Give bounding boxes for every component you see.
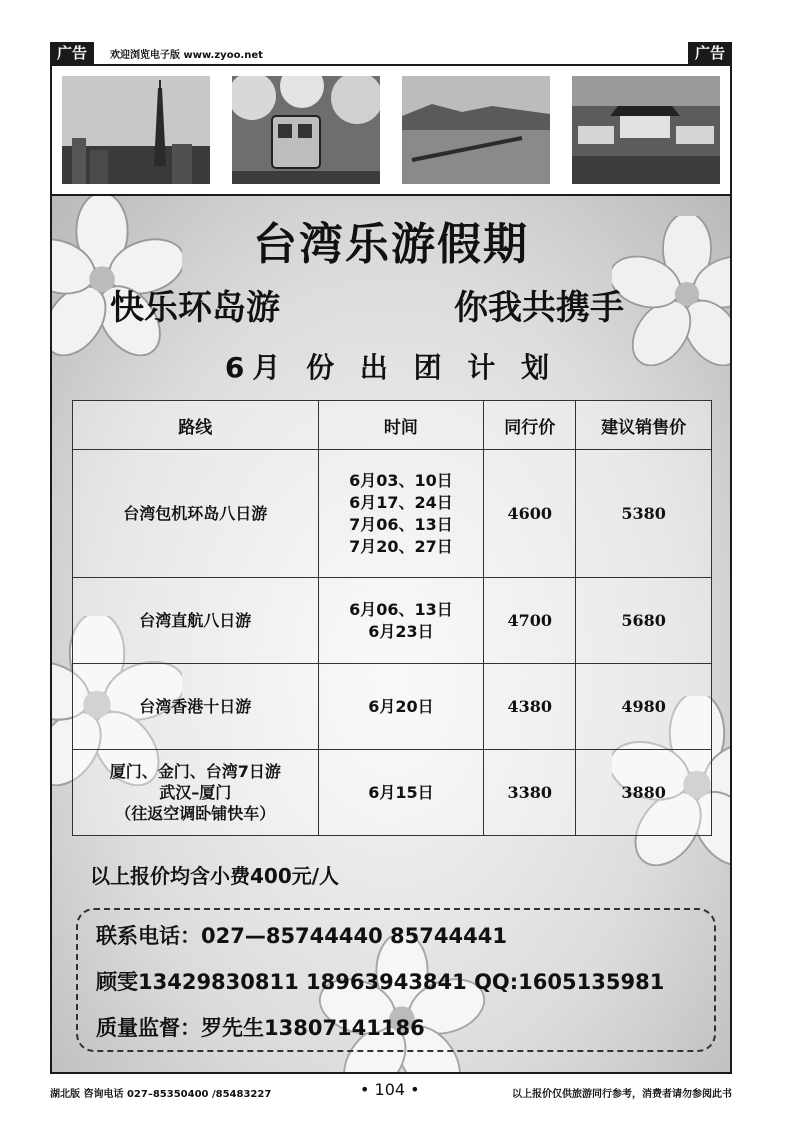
ad-tag-right: 广告 xyxy=(688,42,732,64)
slogan-right: 你我共携手 xyxy=(454,288,624,328)
ad-title: 台湾乐游假期 xyxy=(253,219,529,270)
header-peer-price: 同行价 xyxy=(484,401,576,450)
route-cell: 厦门、金门、台湾7日游 武汉–厦门 （往返空调卧铺快车） xyxy=(73,750,319,836)
plan-title: 6月 份 出 团 计 划 xyxy=(224,351,558,384)
header-time: 时间 xyxy=(318,401,484,450)
page-number: • 104 • xyxy=(360,1080,420,1099)
header-retail-price: 建议销售价 xyxy=(576,401,712,450)
table-header-row xyxy=(73,401,712,450)
table-row xyxy=(73,750,712,836)
dates-cell: 6月06、13日 6月23日 xyxy=(318,578,484,664)
header-route: 路线 xyxy=(73,401,319,450)
slogan-left: 快乐环岛游 xyxy=(110,288,280,328)
retail-price-cell: 5680 xyxy=(576,578,712,664)
footer-disclaimer: 以上报价仅供旅游同行参考，消费者请勿参阅此书 xyxy=(512,1089,732,1100)
route-cell: 台湾香港十日游 xyxy=(73,664,319,750)
route-cell: 台湾直航八日游 xyxy=(73,578,319,664)
sun-moon-lake-photo xyxy=(402,76,550,184)
ad-tag-left: 广告 xyxy=(50,42,94,64)
retail-price-cell: 3880 xyxy=(576,750,712,836)
schedule-table xyxy=(72,400,712,836)
peer-price-cell: 4600 xyxy=(484,450,576,578)
table-row xyxy=(73,450,712,578)
ad-frame xyxy=(50,64,732,1074)
contact-advisor: 顾雯13429830811 18963943841 QQ:1605135981 xyxy=(96,970,665,994)
contact-supervisor: 质量监督：罗先生13807141186 xyxy=(96,1016,425,1040)
price-note: 以上报价均含小费400元/人 xyxy=(90,864,340,888)
table-row xyxy=(73,664,712,750)
contact-phone: 联系电话：027—85744440 85744441 xyxy=(96,924,507,948)
retail-price-cell: 4980 xyxy=(576,664,712,750)
forest-train-photo xyxy=(232,76,380,184)
footer-hotline: 湖北版 咨询电话 027–85350400 /85483227 xyxy=(50,1089,272,1100)
table-row xyxy=(73,578,712,664)
ad-content xyxy=(52,196,730,1072)
route-cell: 台湾包机环岛八日游 xyxy=(73,450,319,578)
peer-price-cell: 4380 xyxy=(484,664,576,750)
dates-cell: 6月20日 xyxy=(318,664,484,750)
retail-price-cell: 5380 xyxy=(576,450,712,578)
dates-cell: 6月03、10日 6月17、24日 7月06、13日 7月20、27日 xyxy=(318,450,484,578)
peer-price-cell: 3380 xyxy=(484,750,576,836)
photo-strip xyxy=(52,66,730,196)
peer-price-cell: 4700 xyxy=(484,578,576,664)
palace-museum-photo xyxy=(572,76,720,184)
taipei-101-photo xyxy=(62,76,210,184)
website-note: 欢迎浏览电子版 www.zyoo.net xyxy=(110,50,263,61)
contact-box xyxy=(76,908,716,1052)
dates-cell: 6月15日 xyxy=(318,750,484,836)
